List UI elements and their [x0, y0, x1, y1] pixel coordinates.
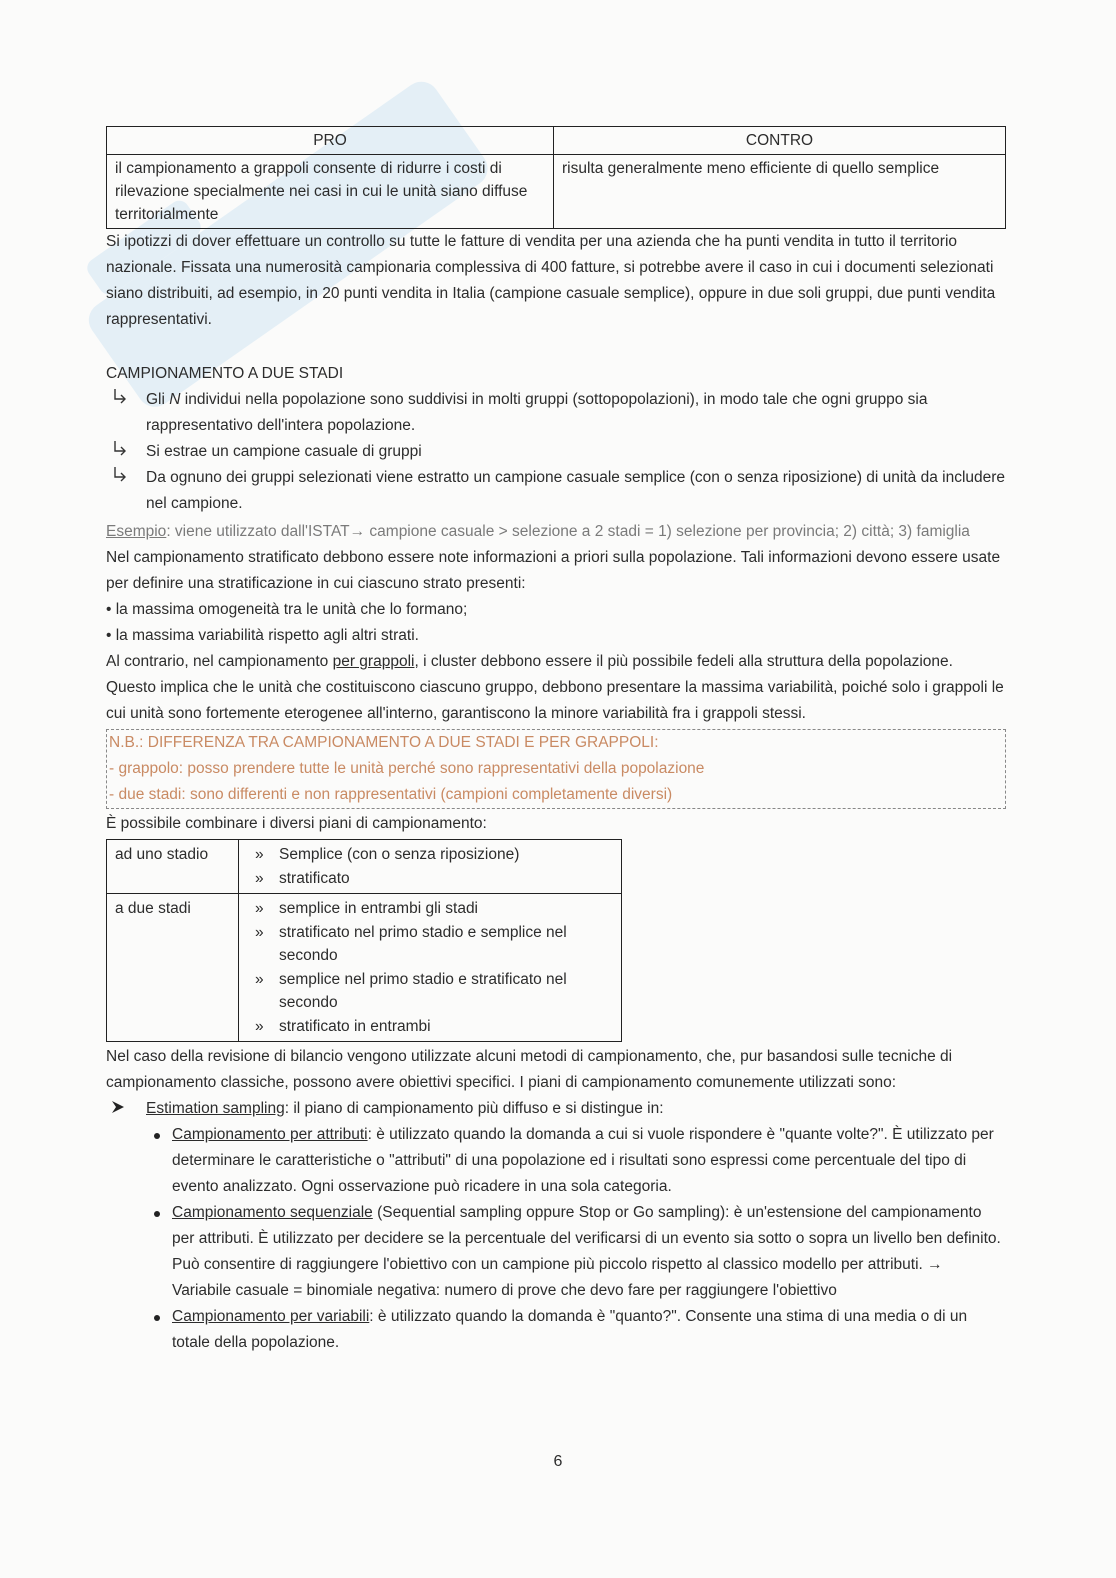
pros-cons-table — [106, 126, 1006, 229]
step-text: Gli — [146, 391, 170, 408]
strat-bullet: • la massima omogeneità tra le unità che lo formano; — [106, 601, 468, 618]
estimation-subitem — [172, 1304, 1006, 1356]
estimation-subitem — [172, 1122, 1006, 1200]
subitem-label: Campionamento per attributi — [172, 1126, 368, 1143]
combine-intro: È possibile combinare i diversi piani di campionamento: — [106, 815, 487, 832]
example-line — [106, 519, 1006, 545]
plan-label: ad uno stadio — [107, 840, 239, 894]
hook-arrow-icon — [112, 387, 134, 416]
grappoli-term: per grappoli — [332, 653, 415, 670]
subitem-label: Campionamento per variabili — [172, 1308, 370, 1325]
audit-paragraph: Nel caso della revisione di bilancio vengono utilizzate alcuni metodi di campionamento, che, pur basandosi sulle tecniche di campionamento classiche, possono avere obiettivi specifici. I piani di campionamento comunemente utilizzati sono: — [106, 1048, 953, 1091]
strat-bullet: • la massima variabilità rispetto agli altri strati. — [106, 627, 419, 644]
subitem-text: : è utilizzato quando la domanda a cui si vuole rispondere è "quante volte?". È utilizzato per determinare le caratteristiche o "attributi" di una popolazione ed i risultati sono espressi come percentuale del tipo di evento analizzato. Ogni osservazione può ricadere in una sola categoria. — [172, 1126, 994, 1195]
hook-arrow-icon — [112, 465, 134, 494]
step-item — [106, 439, 1006, 465]
plan-item: » stratificato nel primo stadio e semplice nel secondo — [247, 921, 613, 968]
estimation-item — [106, 1096, 1006, 1122]
plan-items — [239, 840, 622, 894]
plan-item: » stratificato — [247, 867, 613, 891]
nb-box — [106, 729, 1006, 809]
text: Al contrario, nel campionamento — [106, 653, 333, 670]
pro-header: PRO — [107, 127, 554, 155]
subitem-text: (Sequential sampling oppure Stop or Go sampling): è un'estensione del campionamento per attributi. È utilizzato per decidere se la percentuale del verificarsi di un evento sia sotto o sopra un livello ben definito. Può consentire di raggiungere l'obiettivo con un campione più piccolo rispetto al classico modello per attributi. → Variabile casuale = binomiale negativa: numero di prove che devo fare per raggiungere l'obiettivo — [172, 1204, 1001, 1299]
variable-n: N — [169, 391, 181, 408]
intro-paragraph: Si ipotizzi di dover effettuare un controllo su tutte le fatture di vendita per una azienda che ha punti vendita in tutto il territorio nazionale. Fissata una numerosità campionaria complessiva di 400 fatture, si potrebbe avere il caso in cui i documenti selezionati siano distribuiti, ad esempio, in 20 punti vendita in Italia (campione casuale semplice), oppure in due soli gruppi, due punti vendita rappresentativi. — [106, 233, 996, 328]
estimation-text: : il piano di campionamento più diffuso e si distingue in: — [284, 1100, 664, 1117]
contro-header: CONTRO — [554, 127, 1006, 155]
step-text: Da ognuno dei gruppi selezionati viene estratto un campione casuale semplice (con o senza riposizione) di unità da includere nel campione. — [146, 469, 1006, 512]
contrast-paragraph — [106, 649, 1006, 727]
document-page — [106, 126, 1006, 1356]
contro-cell: risulta generalmente meno efficiente di quello semplice — [554, 155, 1006, 229]
arrowhead-icon — [110, 1096, 126, 1125]
example-label: Esempio — [106, 523, 167, 540]
step-item — [106, 465, 1006, 517]
estimation-subitem — [172, 1200, 1006, 1304]
plan-items — [239, 894, 622, 1042]
plan-item: » Semplice (con o senza riposizione) — [247, 843, 613, 867]
steps-list — [106, 387, 1006, 517]
plan-item: » stratificato in entrambi — [247, 1015, 613, 1039]
nb-line: - due stadi: sono differenti e non rappresentativi (campioni completamente diversi) — [109, 786, 673, 803]
estimation-sublist — [106, 1122, 1006, 1356]
subitem-text: : è utilizzato quando la domanda è "quanto?". Consente una stima di una media o di un totale della popolazione. — [172, 1308, 968, 1351]
step-text: Si estrae un campione casuale di gruppi — [146, 443, 422, 460]
text: , i cluster debbono essere il più possibile fedeli alla struttura della popolazione. Questo implica che le unità che costituiscono ciascuno gruppo, debbono presentare la massima variabilità, poiché solo i grappoli le cui unità sono fortemente eterogenee all'interno, garantiscono la minore variabilità fra i grappoli stessi. — [106, 653, 1004, 722]
sampling-plans-table — [106, 839, 622, 1042]
section-title: CAMPIONAMENTO A DUE STADI — [106, 365, 344, 382]
step-item — [106, 387, 1006, 439]
plan-item: » semplice in entrambi gli stadi — [247, 897, 613, 921]
hook-arrow-icon — [112, 439, 134, 468]
strat-intro: Nel campionamento stratificato debbono essere note informazioni a priori sulla popolazione. Tali informazioni devono essere usate per definire una stratificazione in cui ciascuno strato presenti: — [106, 549, 1001, 592]
page-number: 6 — [553, 1453, 563, 1470]
example-text: : viene utilizzato dall'ISTAT→ campione casuale > selezione a 2 stadi = 1) selezione per provincia; 2) città; 3) famiglia — [166, 523, 970, 540]
nb-line: - grappolo: posso prendere tutte le unità perché sono rappresentativi della popolazione — [109, 760, 705, 777]
pro-cell: il campionamento a grappoli consente di ridurre i costi di rilevazione specialmente nei casi in cui le unità siano diffuse territorialmente — [107, 155, 554, 229]
step-text: individui nella popolazione sono suddivisi in molti gruppi (sottopopolazioni), in modo tale che ogni gruppo sia rappresentativo dell'intera popolazione. — [146, 391, 928, 434]
subitem-label: Campionamento sequenziale — [172, 1204, 373, 1221]
nb-title: N.B.: DIFFERENZA TRA CAMPIONAMENTO A DUE STADI E PER GRAPPOLI: — [109, 734, 659, 751]
estimation-label: Estimation sampling — [146, 1100, 285, 1117]
plan-label: a due stadi — [107, 894, 239, 1042]
plan-item: » semplice nel primo stadio e stratificato nel secondo — [247, 968, 613, 1015]
